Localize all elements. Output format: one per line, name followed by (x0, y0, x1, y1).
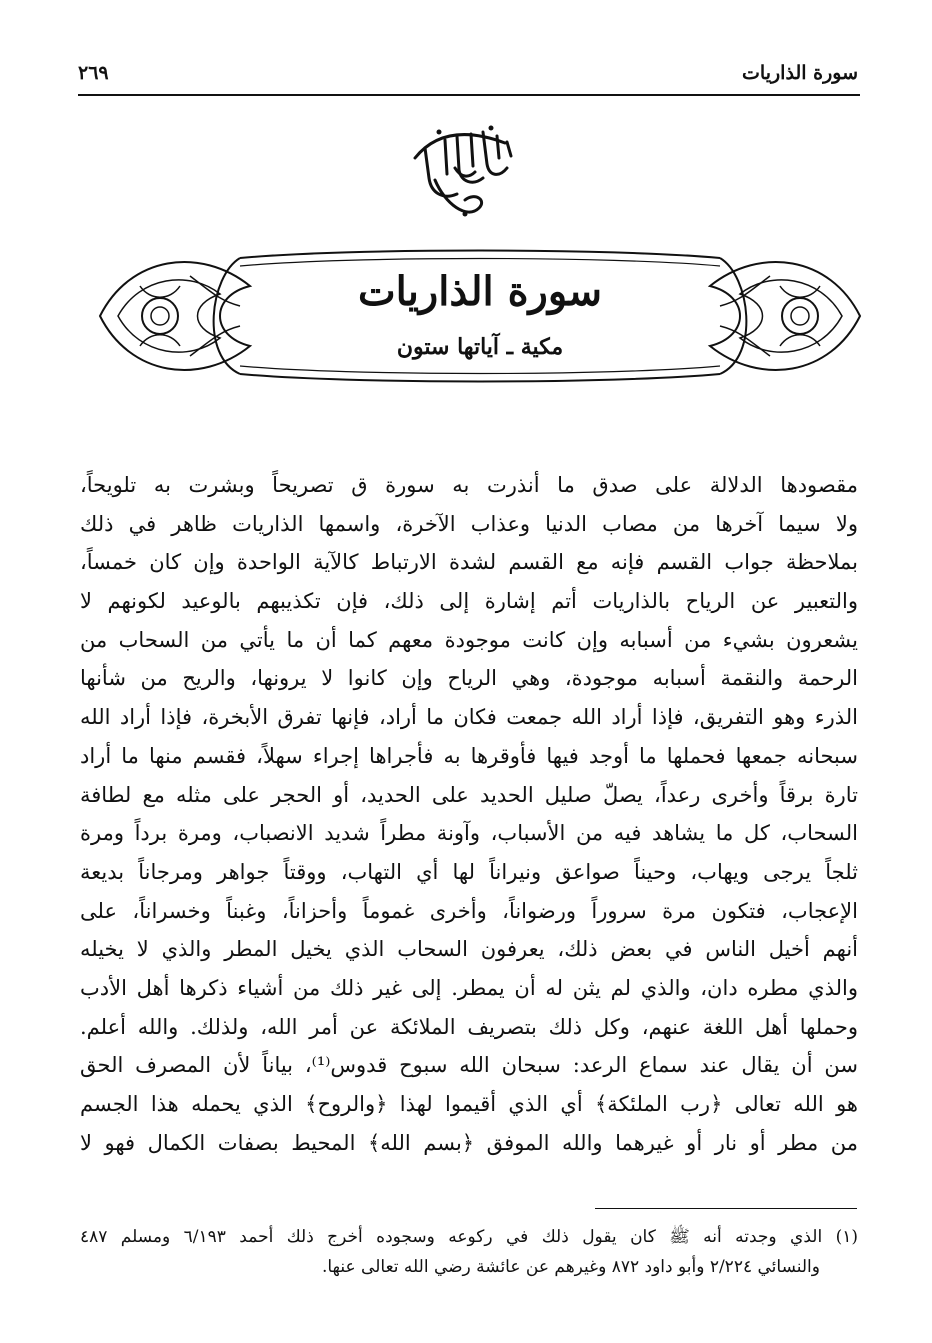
text-line: بملاحظة جواب القسم فإنه مع القسم لشدة الارتباط كالآية الواحدة وإن كان خمساً، (80, 550, 858, 575)
text-line: من مطر أو نار أو غيرهما والله الموفق ﴿بسم الله﴾ المحيط بصفات الكمال فهو لا (80, 1130, 858, 1155)
text-line: والتعبير عن الرياح بالذاريات أتم إشارة إلى ذلك، فإن تكذيبهم بالوعيد لكونهم لا (80, 589, 858, 614)
surah-title-banner (90, 246, 870, 386)
footnote-divider (595, 1208, 857, 1209)
running-header (78, 62, 858, 92)
text-line: يشعرون بشيء من أسبابه وإن كانت موجودة معهم كما أن ما يأتي من السحاب من (80, 627, 858, 652)
basmala-calligraphy-icon (395, 108, 535, 228)
text-line: الذرء وهو التفريق، فإذا أراد الله جمعت فكان ما أراد، فإنها تفرق الأبخرة، فإذا أراد الله (80, 705, 858, 730)
ornamental-frame-icon (90, 246, 870, 386)
text-line: هو الله تعالى ﴿رب الملئكة﴾ أي الذي أقيموا لهذا ﴿والروح﴾ الذي يحمله هذا الجسم (80, 1092, 858, 1116)
text-line: تارة برقاً وأخرى رعداً، يصلّ صليل الحديد على الحديد، أو الحجر على مثله مع لطافة (80, 782, 858, 807)
text-line: والذي مطره دان، والذي لم يثن له أن يمطر. إلى غير ذلك من أشياء ذكرها أهل الأدب (80, 975, 858, 1000)
text-line: مقصودها الدلالة على صدق ما أنذرت به سورة ق تصريحاً وبشرت به تلويحاً، (80, 473, 858, 497)
text-line: سبحانه جمعها فحملها ما أوجد فيها فأوقرها به فأجراها إجراء سهلاً، فقسم منها ما أراد (80, 743, 858, 768)
text-line: سن أن يقال عند سماع الرعد: سبحان الله سبوح قدوس⁽¹⁾، بياناً لأن المصرف الحق (80, 1053, 858, 1078)
text-line: وحملها أهل اللغة عنهم، وكل ذلك بتصريف الملائكة عن أمر الله، ولذلك. والله أعلم. (80, 1014, 858, 1039)
text-line: أنهم أخيل الناس في بعض ذلك، يعرفون السحاب الذي يخيل المطر والذي لا يخيله (80, 937, 858, 962)
header-surah-name: سورة الذاريات (742, 62, 858, 84)
footnotes (80, 1222, 858, 1282)
body-text (80, 466, 858, 1162)
surah-title: سورة الذاريات (357, 268, 603, 315)
text-line: ولا سيما آخرها من مصاب الدنيا وعذاب الآخرة، واسمها الذاريات ظاهر في ذلك (80, 511, 858, 536)
text-line: الإعجاب، فتكون مرة سروراً ورضواناً، وأخرى غموماً وأحزاناً، وغبناً وخسراناً، على (80, 898, 858, 923)
page-number: ٢٦٩ (78, 62, 109, 84)
footnote-line: (١) الذي وجدته أنه ﷺ كان يقول ذلك في ركوعه وسجوده أخرج ذلك أحمد ٦/١٩٣ ومسلم ٤٨٧ (80, 1227, 858, 1247)
text-line: ثلجاً يرجى ويهاب، وحيناً صواعق ونيراناً لها أي التهاب، ووقتاً جواهر ومرجاناً بديعة (80, 859, 858, 884)
header-divider (78, 94, 860, 96)
surah-subtitle: مكية ـ آياتها ستون (396, 334, 564, 360)
text-line: السحاب، كل ما يشاهد فيه من الأسباب، وآونة مطراً شديد الانصباب، ومرة برداً ومرة (80, 821, 858, 846)
text-line: الرحمة والنقمة أسبابه موجودة، وهي الرياح وإن كانوا لا يرونها، والريح من شأنها (80, 666, 858, 691)
footnote-line: والنسائي ٢/٢٢٤ وأبو داود ٨٧٢ وغيرهم عن عائشة رضي الله تعالى عنها. (321, 1257, 820, 1277)
